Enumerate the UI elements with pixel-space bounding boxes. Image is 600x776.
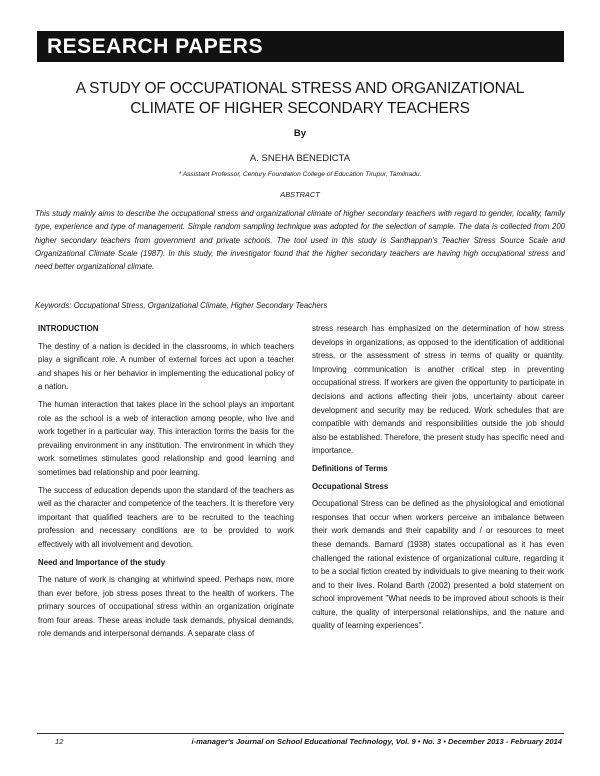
need-heading: Need and Importance of the study bbox=[38, 557, 166, 567]
paragraph: The success of education depends upon the standard of the teachers as well as the character and competence of the teachers. It is therefore very important that qualified teachers are to be recruited to the teaching profession and necessary conditions are to be provided to work effectively with all involvement and devotion. bbox=[38, 485, 294, 549]
abstract-text: This study mainly aims to describe the occupational stress and organizational climate of higher secondary teachers with regard to gender, locality, family type, experience and type of management. Simple random sampling technique was adopted for the selection of sample. The data is collected from 200 higher secondary teachers from government and private schools. The tool used in this study is Santhappan's Teacher Stress Source Scale and Organizational Climate Scale (1987). In this study, the investigator found that the higher secondary teachers are having high occupational stress and need better organizational climate. bbox=[35, 209, 565, 272]
author-affiliation: * Assistant Professor, Century Foundation College of Education Tirupur, Tamilnadu. bbox=[178, 171, 422, 178]
left-column bbox=[38, 322, 294, 645]
paragraph: The destiny of a nation is decided in the classrooms, in which teachers play a significant role. A number of external forces act upon a teacher and shapes his or her behavior in implementing the educational policy of a nation. bbox=[38, 341, 294, 392]
author-name: A. SNEHA BENEDICTA bbox=[249, 153, 351, 164]
definitions-heading: Definitions of Terms bbox=[312, 463, 388, 473]
section-banner-label: RESEARCH PAPERS bbox=[47, 35, 263, 58]
article-title bbox=[40, 79, 560, 119]
paragraph: The nature of work is changing at whirlwind speed. Perhaps now, more than ever before, job stress poses threat to the health of workers. The primary sources of occupational stress within an organization originate from four areas. These areas include task demands, physical demands, role demands and interpersonal demands. A separate class of bbox=[38, 575, 294, 639]
introduction-heading: INTRODUCTION bbox=[38, 324, 99, 333]
article-title-line-2: CLIMATE OF HIGHER SECONDARY TEACHERS bbox=[130, 100, 470, 117]
abstract-heading: ABSTRACT bbox=[280, 190, 320, 199]
page-number: 12 bbox=[55, 737, 64, 746]
keywords: Keywords: Occupational Stress, Organizational Climate, Higher Secondary Teachers bbox=[35, 301, 328, 310]
paragraph: stress research has emphasized on the determination of how stress develops in organizations, as opposed to the identification of additional stress, or the assessment of stress in terms of quality or quantity. Improving communication is another critical step in preventing occupational stress. If workers are given the opportunity to participate in decisions and actions affecting their jobs, uncertainty about career development and security may be reduced. Work schedules that are compatible with demands and responsibilities outside the job should also be established. Therefore, the present study has specific need and importance. bbox=[312, 324, 564, 456]
byline: By bbox=[293, 128, 307, 139]
footer-divider bbox=[37, 733, 564, 734]
right-column bbox=[312, 322, 564, 637]
article-title-line-1: A STUDY OF OCCUPATIONAL STRESS AND ORGANIZATIONAL bbox=[75, 80, 525, 97]
occupational-stress-heading: Occupational Stress bbox=[312, 481, 389, 491]
journal-citation: i-manager's Journal on School Educational Technology, Vol. 9 • No. 3 • December 2013 - February 2014 bbox=[191, 737, 562, 746]
paragraph: Occupational Stress can be defined as the physiological and emotional responses that occur when workers perceive an imbalance between their work demands and their capability and / or resources to meet these demands. Barnard (1938) states occupational as it has even challenged the rational existence of organizational culture, regarding it to be a social fiction created by individuals to give meaning to their work and to their lives. Roland Barth (2002) presented a bold statement on school improvement "What needs to be improved about schools is their culture, the quality of interpersonal relationships, and the nature and quality of learning experiences". bbox=[312, 499, 564, 631]
paragraph: The human interaction that takes place in the school plays an important role as the school is a web of interaction among people, who live and work together in a particular way. This interaction forms the basis for the prevailing environment in any institution. The environment in which they work sometimes stimulates good relationship and good learning and sometimes bad relationship and poor learning. bbox=[38, 399, 294, 477]
section-banner bbox=[37, 31, 564, 62]
